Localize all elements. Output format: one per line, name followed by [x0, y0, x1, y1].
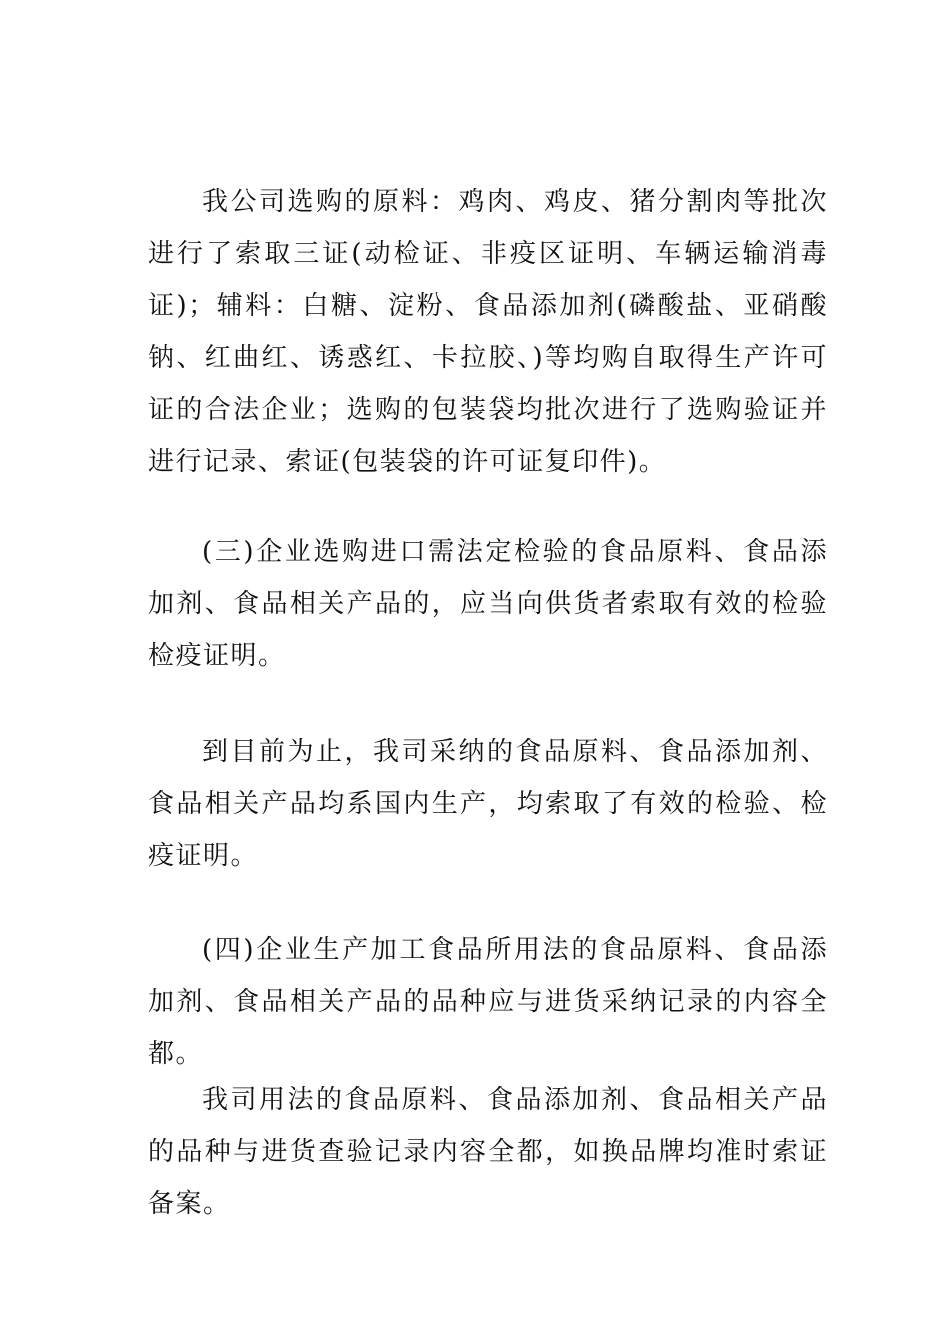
paragraph-raw-material-purchase: 我公司选购的原料：鸡肉、鸡皮、猪分割肉等批次进行了索取三证(动检证、非疫区证明、车辆运输消毒证)；辅料：白糖、淀粉、食品添加剂(磷酸盐、亚硝酸钠、红曲红、诱惑红、卡拉胶、)等均购自取得生产许可证的合法企业；选购的包装袋均批次进行了选购验证并进行记录、索证(包装袋的许可证复印件)。: [148, 187, 828, 477]
paragraph-brand-records: 我司用法的食品原料、食品添加剂、食品相关产品的品种与进货查验记录内容全都，如换品牌均准时索证备案。: [148, 1085, 828, 1219]
paragraph-section-four: (四)企业生产加工食品所用法的食品原料、食品添加剂、食品相关产品的品种应与进货采纳记录的内容全都。: [148, 935, 828, 1069]
paragraph-domestic-production: 到目前为止，我司采纳的食品原料、食品添加剂、食品相关产品均系国内生产，均索取了有效的检验、检疫证明。: [148, 737, 828, 871]
paragraph-section-three: (三)企业选购进口需法定检验的食品原料、食品添加剂、食品相关产品的，应当向供货者索取有效的检验检疫证明。: [148, 537, 828, 671]
